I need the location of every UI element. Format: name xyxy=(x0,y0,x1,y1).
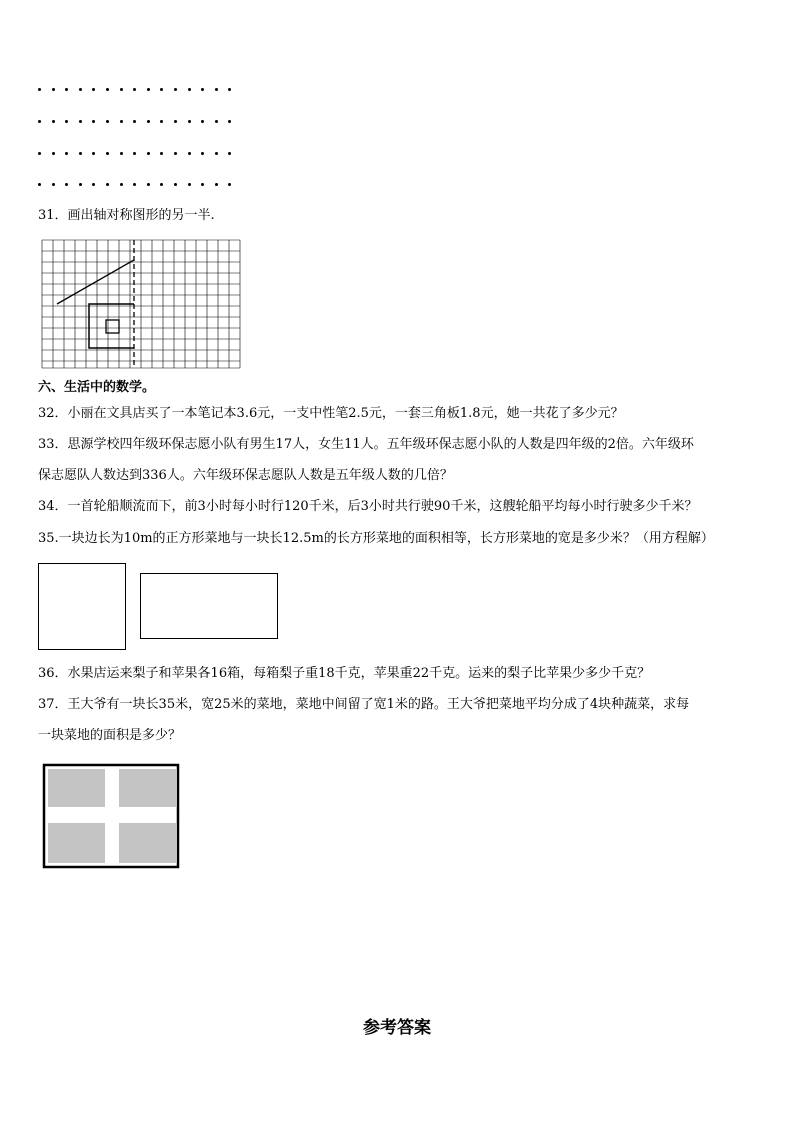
house-outline xyxy=(89,304,134,348)
dot xyxy=(52,152,55,155)
dot xyxy=(201,152,204,155)
dot xyxy=(65,88,68,91)
dot xyxy=(160,88,163,91)
dot-row xyxy=(38,120,238,126)
dot xyxy=(92,120,95,123)
dot xyxy=(147,183,150,186)
dot xyxy=(201,120,204,123)
dot xyxy=(38,88,41,91)
plot-bottom-right xyxy=(119,823,177,863)
dot xyxy=(188,152,191,155)
rectangle-plot-diagram xyxy=(140,573,278,639)
dot xyxy=(79,152,82,155)
dot xyxy=(174,183,177,186)
dot xyxy=(201,88,204,91)
dot xyxy=(38,120,41,123)
dot xyxy=(188,120,191,123)
dot xyxy=(106,120,109,123)
dot xyxy=(120,152,123,155)
dot xyxy=(160,183,163,186)
question-31: 31．画出轴对称图形的另一半. xyxy=(38,208,215,223)
dot xyxy=(228,120,231,123)
dot xyxy=(228,152,231,155)
section-6-title: 六、生活中的数学。 xyxy=(38,380,156,395)
symmetry-grid-figure xyxy=(40,238,246,370)
dot xyxy=(38,152,41,155)
dot xyxy=(147,88,150,91)
question-34: 34．一首轮船顺流而下，前3小时每小时行120千米，后3小时共行驶90千米，这艘轮船平均每小时行驶多少千米？ xyxy=(38,499,698,514)
dot xyxy=(106,88,109,91)
dot-row xyxy=(38,183,238,189)
dot xyxy=(215,183,218,186)
dot xyxy=(160,152,163,155)
dot xyxy=(174,120,177,123)
dot xyxy=(133,88,136,91)
dot xyxy=(92,88,95,91)
question-36: 36．水果店运来梨子和苹果各16箱，每箱梨子重18千克，苹果重22千克。运来的梨子比苹果少多少千克？ xyxy=(38,666,651,681)
question-32: 32．小丽在文具店买了一本笔记本3.6元，一支中性笔2.5元，一套三角板1.8元，她一共花了多少元？ xyxy=(38,406,624,421)
plot-bottom-left xyxy=(48,823,105,863)
plot-top-right xyxy=(119,769,177,807)
dot xyxy=(215,88,218,91)
dot xyxy=(65,183,68,186)
dot xyxy=(65,120,68,123)
answers-title: 参考答案 xyxy=(363,1018,431,1038)
question-33-line-1: 33．思源学校四年级环保志愿小队有男生17人，女生11人。五年级环保志愿小队的人数是四年级的2倍。六年级环 xyxy=(38,437,694,452)
dot xyxy=(228,88,231,91)
dot xyxy=(133,183,136,186)
dot xyxy=(147,152,150,155)
dot xyxy=(79,183,82,186)
plot-top-left xyxy=(48,769,105,807)
dot xyxy=(174,88,177,91)
dot xyxy=(147,120,150,123)
dot xyxy=(92,183,95,186)
square-plot-diagram xyxy=(38,563,126,650)
dot xyxy=(79,120,82,123)
dot xyxy=(106,152,109,155)
question-35: 35.一块边长为10m的正方形菜地与一块长12.5m的长方形菜地的面积相等，长方形菜地的宽是多少米？（用方程解） xyxy=(38,531,714,546)
dot xyxy=(188,183,191,186)
dot xyxy=(174,152,177,155)
dot xyxy=(79,88,82,91)
dot xyxy=(133,152,136,155)
dot-row xyxy=(38,88,238,94)
vegetable-plot-diagram xyxy=(42,763,180,869)
dot xyxy=(52,120,55,123)
grid-lines xyxy=(42,240,240,368)
dot xyxy=(120,120,123,123)
roof-line xyxy=(57,260,134,304)
question-37-line-2: 一块菜地的面积是多少？ xyxy=(38,728,182,743)
dot xyxy=(52,183,55,186)
dot-row xyxy=(38,152,238,158)
dot xyxy=(133,120,136,123)
dot xyxy=(160,120,163,123)
dot xyxy=(65,152,68,155)
dot xyxy=(201,183,204,186)
dot xyxy=(92,152,95,155)
dot xyxy=(228,183,231,186)
question-37-line-1: 37．王大爷有一块长35米，宽25米的菜地，菜地中间留了宽1米的路。王大爷把菜地平均分成了4块种蔬菜，求每 xyxy=(38,697,690,712)
dot xyxy=(38,183,41,186)
question-33-line-2: 保志愿队人数达到336人。六年级环保志愿队人数是五年级人数的几倍？ xyxy=(38,468,453,483)
dot xyxy=(52,88,55,91)
dot xyxy=(215,152,218,155)
dot xyxy=(188,88,191,91)
dot xyxy=(106,183,109,186)
dot xyxy=(120,88,123,91)
dot xyxy=(120,183,123,186)
dot xyxy=(215,120,218,123)
